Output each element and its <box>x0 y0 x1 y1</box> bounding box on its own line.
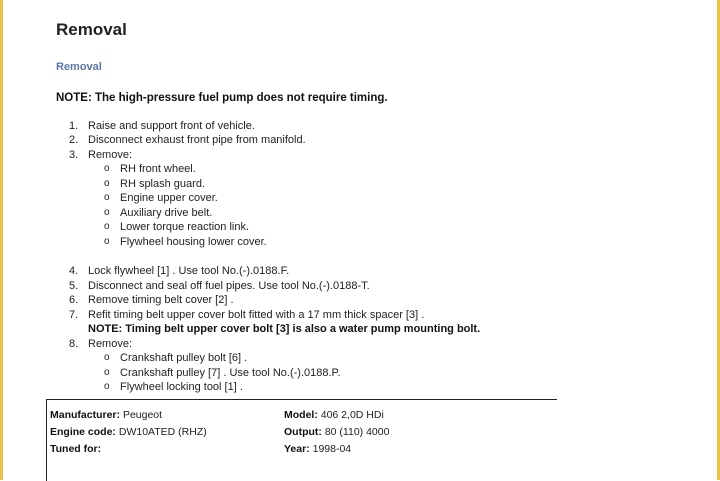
bullet-text: RH front wheel. <box>120 163 196 175</box>
step-note: NOTE: Timing belt upper cover bolt [3] is also a water pump mounting bolt. <box>88 323 481 335</box>
bullet-text: Flywheel locking tool [1] . <box>120 381 243 393</box>
engine-code-label: Engine code: <box>50 426 116 438</box>
engine-code-value: DW10ATED (RHZ) <box>118 426 207 438</box>
model-value: 406 2,0D HDi <box>320 409 384 421</box>
year-label: Year: <box>284 443 310 455</box>
year-row <box>284 443 351 455</box>
output-value: 80 (110) 4000 <box>324 426 390 438</box>
step-text: Remove: <box>88 338 133 350</box>
output-label: Output: <box>284 426 322 438</box>
bullet-marker: o <box>104 207 110 218</box>
section-subtitle: Removal <box>56 61 102 73</box>
manufacturer-label: Manufacturer: <box>50 409 121 421</box>
step-number: 3. <box>69 149 79 161</box>
model-label: Model: <box>284 409 318 421</box>
engine-code-row <box>50 426 207 438</box>
bullet-marker: o <box>104 221 110 232</box>
bullet-marker: o <box>104 236 110 247</box>
bullet-marker: o <box>104 381 110 392</box>
manufacturer-value: Peugeot <box>122 409 163 421</box>
bullet-text: Crankshaft pulley bolt [6] . <box>120 352 248 364</box>
bullet-marker: o <box>104 178 110 189</box>
page-title: Removal <box>56 20 127 39</box>
output-row <box>284 426 389 438</box>
step-text: Remove: <box>88 149 133 161</box>
bullet-text: RH splash guard. <box>120 178 205 190</box>
tuned-for-row <box>50 443 101 455</box>
step-text: Disconnect exhaust front pipe from manifold. <box>88 134 306 146</box>
step-text: Remove timing belt cover [2] . <box>88 294 234 306</box>
bullet-marker: o <box>104 192 110 203</box>
step-text: Raise and support front of vehicle. <box>88 120 255 132</box>
model-row <box>284 409 384 421</box>
step-number: 4. <box>69 265 79 277</box>
step-number: 6. <box>69 294 79 306</box>
step-text: Disconnect and seal off fuel pipes. Use tool No.(-).0188-T. <box>88 280 370 292</box>
step-text: Lock flywheel [1] . Use tool No.(-).0188.F. <box>88 265 290 277</box>
tuned-for-label: Tuned for: <box>50 443 102 455</box>
step-number: 7. <box>69 309 79 321</box>
timing-note: NOTE: The high-pressure fuel pump does not require timing. <box>56 92 388 104</box>
step-text: Refit timing belt upper cover bolt fitted with a 17 mm thick spacer [3] . <box>88 309 425 321</box>
vehicle-info-box <box>46 399 557 481</box>
bullet-marker: o <box>104 367 110 378</box>
step-number: 2. <box>69 134 79 146</box>
step-number: 8. <box>69 338 79 350</box>
bullet-text: Flywheel housing lower cover. <box>120 236 267 248</box>
bullet-marker: o <box>104 352 110 363</box>
year-value: 1998-04 <box>312 443 352 455</box>
manufacturer-row <box>50 409 162 421</box>
step-number: 5. <box>69 280 79 292</box>
bullet-marker: o <box>104 163 110 174</box>
step-number: 1. <box>69 120 79 132</box>
bullet-text: Crankshaft pulley [7] . Use tool No.(-).0188.P. <box>120 367 341 379</box>
bullet-text: Lower torque reaction link. <box>120 221 250 233</box>
bullet-text: Auxiliary drive belt. <box>120 207 213 219</box>
bullet-text: Engine upper cover. <box>120 192 218 204</box>
